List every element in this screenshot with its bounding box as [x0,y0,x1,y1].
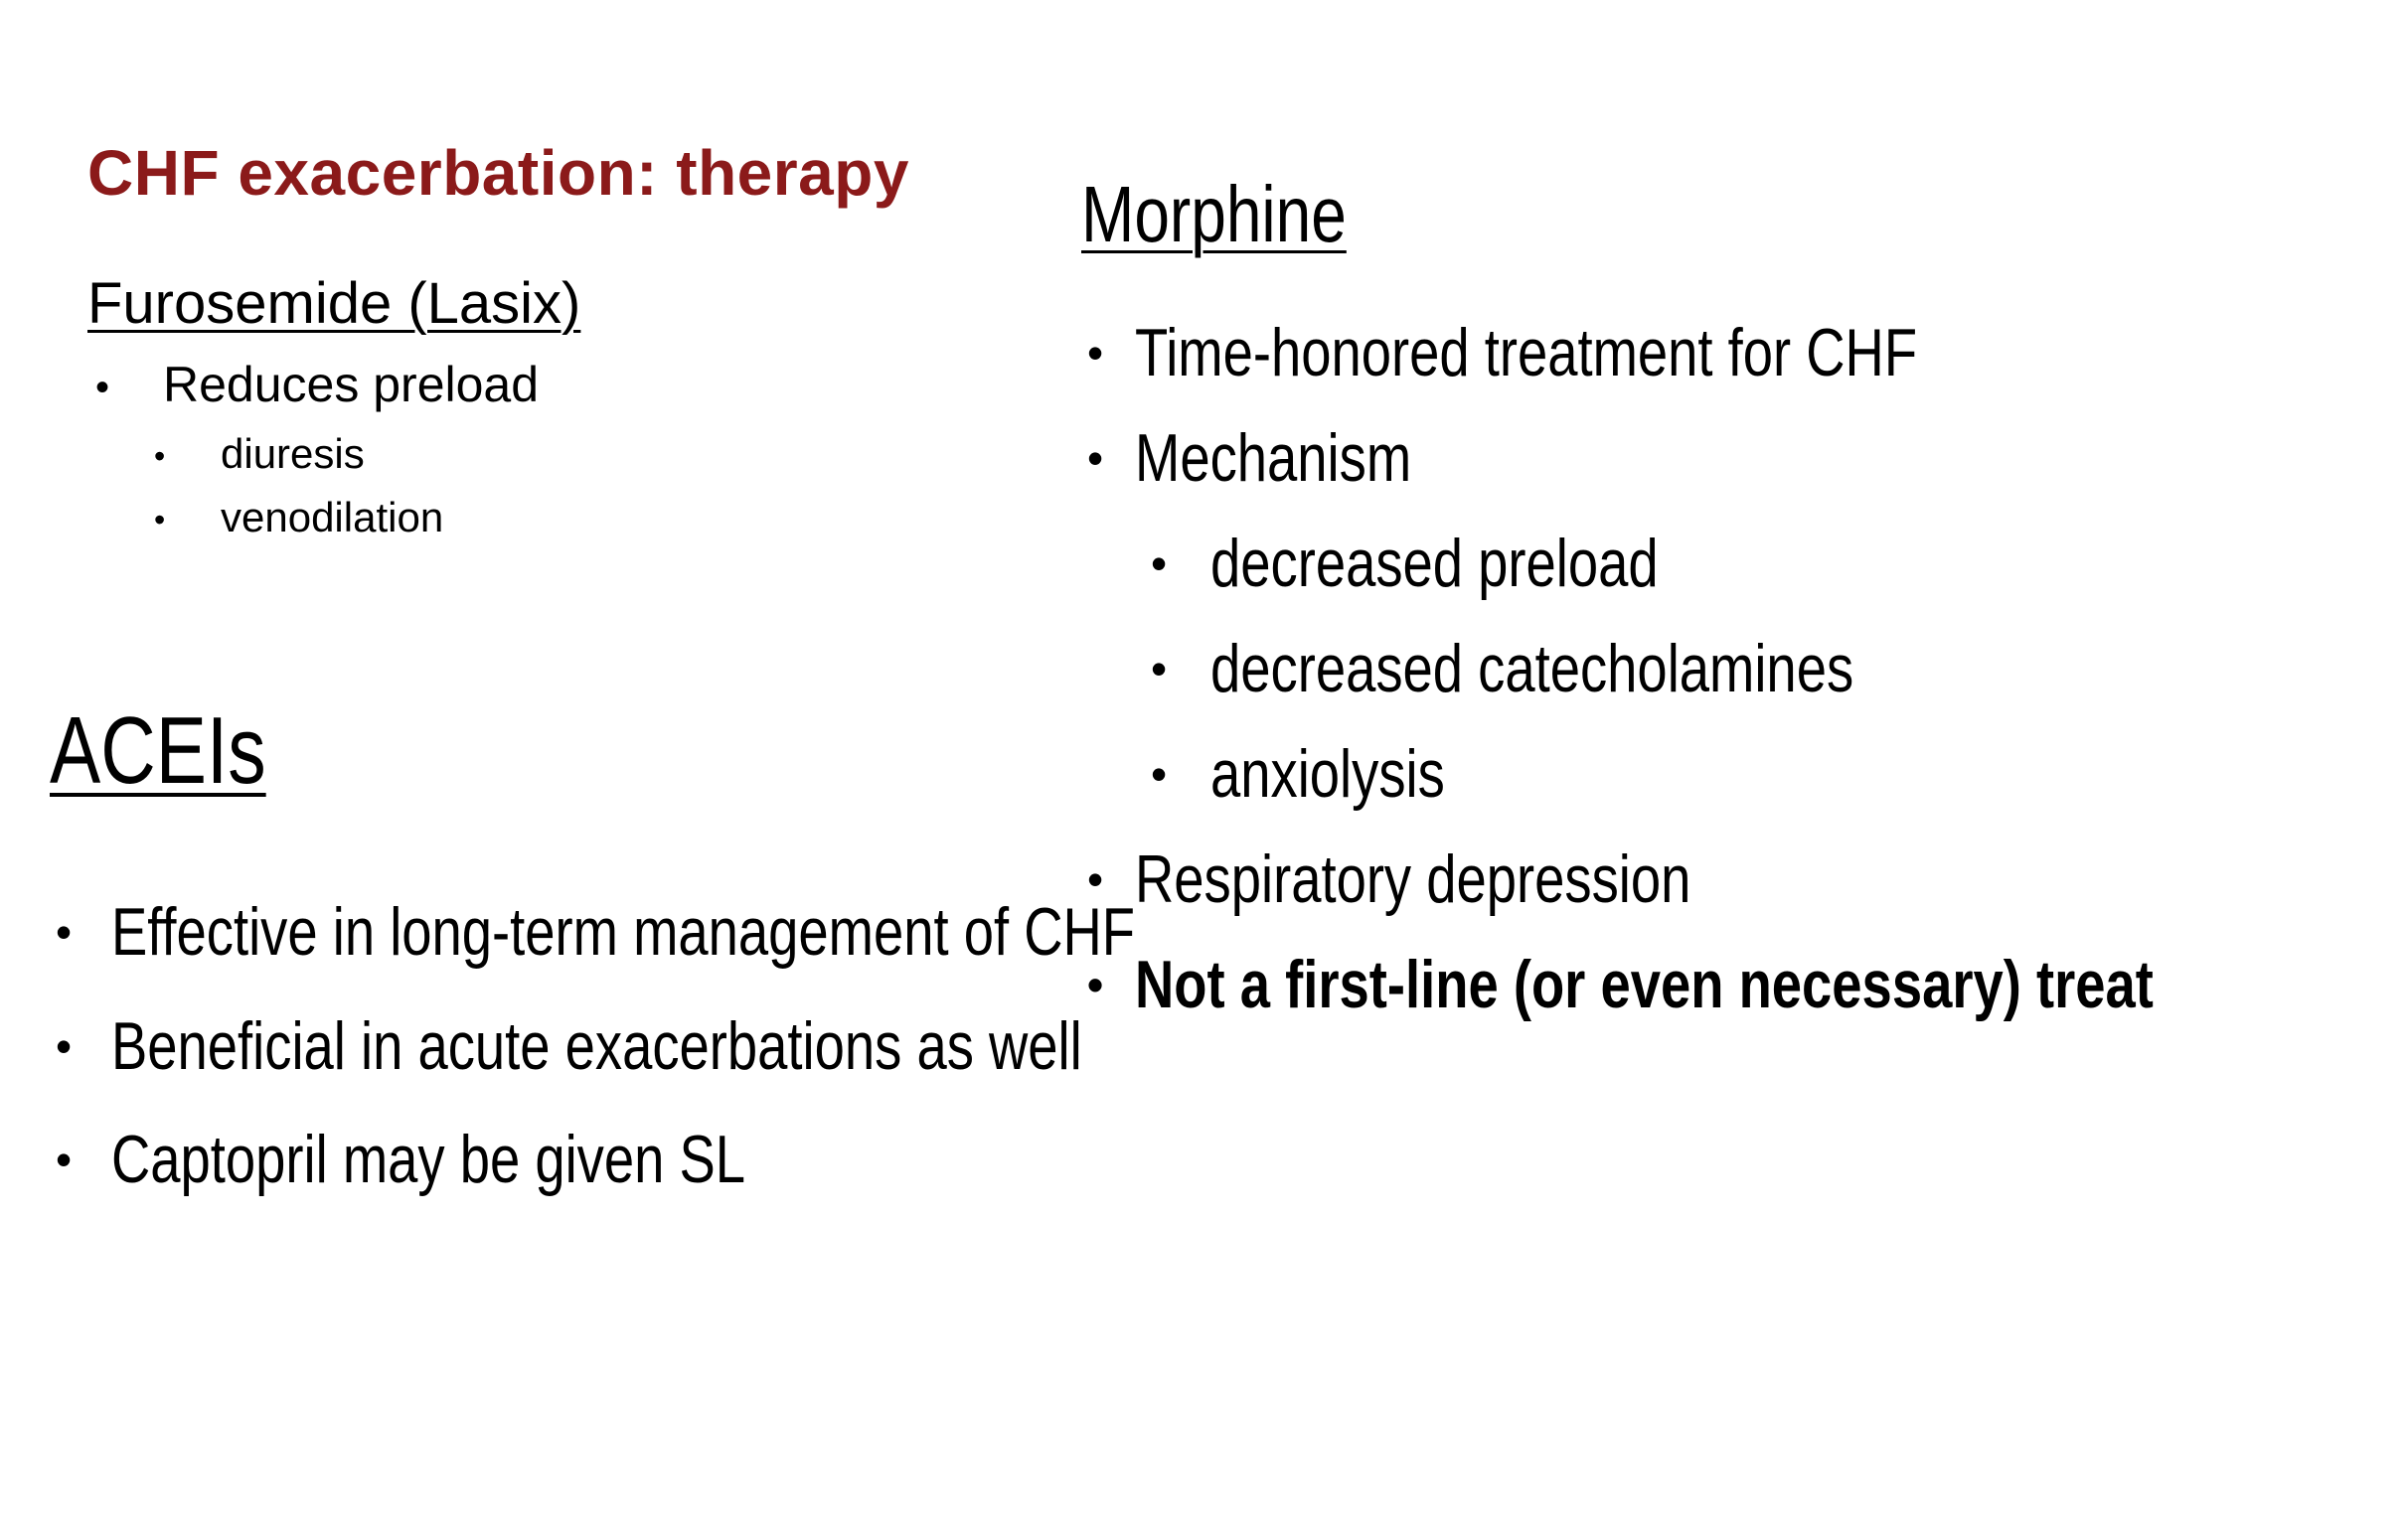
morphine-mechanism-subitem-3 [1210,736,1504,812]
morphine-heading-text: Morphine [1081,170,1347,258]
aceis-heading [50,697,320,804]
aceis-item-3 [111,1122,904,1197]
morphine-item-3-text: Respiratory depression [1135,841,1691,917]
aceis-heading-text: ACEIs [50,697,266,804]
bullet-icon: • [56,906,73,958]
bullet-icon: • [56,1134,73,1185]
morphine-item-4-text: Not a first-line (or even necessary) treat [1135,947,2154,1022]
morphine-item-1 [1135,315,2113,390]
aceis-item-2 [111,1008,1325,1084]
morphine-mechanism-subitem-2-text: decreased catecholamines [1210,631,1854,706]
aceis-item-1-text: Effective in long-term management of CHF [111,894,1136,970]
morphine-item-1-text: Time-honored treatment for CHF [1135,315,1918,390]
bullet-icon: • [1087,959,1104,1010]
morphine-item-4 [1135,947,2408,1022]
morphine-item-2 [1135,420,1481,496]
morphine-mechanism-subitem-3-text: anxiolysis [1210,736,1445,812]
bullet-icon: • [1087,327,1104,379]
bullet-icon: • [1151,748,1168,800]
bullet-icon: • [154,502,166,537]
aceis-item-2-text: Beneficial in acute exacerbations as well [111,1008,1082,1084]
bullet-icon: • [56,1020,73,1072]
bullet-icon: • [1151,537,1168,589]
furosemide-item-reduces-preload: Reduces preload [163,357,540,412]
bullet-icon: • [154,438,166,474]
morphine-heading [1081,170,1413,258]
bullet-icon: • [1087,853,1104,905]
furosemide-subitem-venodilation: venodilation [221,494,444,540]
morphine-mechanism-subitem-2 [1210,631,2014,706]
bullet-icon: • [1151,643,1168,694]
slide-title: CHF exacerbation: therapy [87,137,909,209]
bullet-icon: • [95,366,110,409]
morphine-item-3 [1135,841,1830,917]
morphine-mechanism-subitem-1-text: decreased preload [1210,526,1659,601]
morphine-item-2-text: Mechanism [1135,420,1412,496]
furosemide-subitem-diuresis: diuresis [221,430,365,477]
morphine-mechanism-subitem-1 [1210,526,1770,601]
furosemide-heading: Furosemide (Lasix) [87,271,581,336]
aceis-item-3-text: Captopril may be given SL [111,1122,746,1197]
bullet-icon: • [1087,432,1104,484]
